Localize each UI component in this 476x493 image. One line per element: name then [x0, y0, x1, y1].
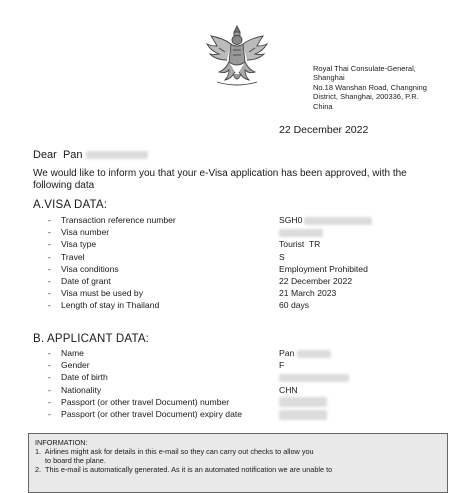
redacted-text: [279, 397, 327, 407]
field-value: 60 days: [279, 300, 310, 311]
list-item: [48, 299, 458, 311]
bullet: -: [48, 275, 51, 286]
bullet: -: [48, 360, 51, 371]
redacted-text: [304, 217, 372, 225]
field-value: [279, 408, 327, 420]
field-value: CHN: [279, 384, 298, 395]
field-value: 21 March 2023: [279, 288, 337, 299]
field-value: [279, 214, 372, 226]
field-label: Visa must be used by: [61, 288, 144, 299]
field-value: Tourist TR: [279, 239, 321, 250]
redacted-text: [86, 151, 148, 159]
field-value: F: [279, 360, 285, 371]
list-item: [48, 251, 458, 263]
applicant-data-heading: B. APPLICANT DATA:: [33, 333, 150, 345]
field-label: Visa conditions: [61, 263, 119, 274]
field-label: Name: [61, 348, 84, 358]
field-label: Passport (or other travel Document) number: [61, 396, 230, 407]
redacted-text: [297, 350, 331, 358]
address-line: No.18 Wanshan Road, Changning: [313, 82, 427, 92]
bullet: -: [48, 263, 51, 274]
information-item: 2. This e-mail is automatically generated. As it is an automated notification we are unable to: [35, 465, 333, 474]
consulate-address: [313, 64, 463, 111]
field-value-text: Pan: [279, 348, 295, 358]
list-item: [48, 214, 458, 226]
applicant-data-list: [48, 347, 458, 420]
bullet: -: [48, 215, 51, 225]
bullet: -: [48, 384, 51, 395]
bullet: -: [48, 239, 51, 250]
field-value: [279, 371, 349, 383]
address-line: Royal Thai Consulate-General,: [313, 64, 416, 73]
field-value: 22 December 2022: [279, 275, 353, 286]
redacted-text: [279, 410, 327, 420]
list-item: [48, 371, 458, 383]
list-item: [48, 287, 458, 299]
salutation-word: Dear: [33, 149, 57, 161]
information-box: [28, 433, 448, 493]
field-value: [279, 347, 331, 359]
list-item: [48, 263, 458, 275]
redacted-text: [279, 229, 323, 237]
garuda-emblem-icon: [203, 22, 271, 90]
address-line: China: [313, 101, 333, 111]
letter-date: 22 December 2022: [279, 124, 369, 136]
list-item: [48, 347, 458, 359]
list-item: [48, 275, 458, 287]
bullet: -: [48, 408, 51, 419]
bullet: -: [48, 300, 51, 311]
field-label: Travel: [61, 251, 85, 262]
field-label: Visa type: [61, 239, 97, 250]
list-item: [48, 396, 458, 408]
field-label: Nationality: [61, 384, 102, 395]
field-value: [279, 226, 323, 238]
field-label: Visa number: [61, 227, 110, 238]
field-value: S: [279, 251, 285, 262]
field-value: [279, 396, 327, 408]
bullet: -: [48, 288, 51, 299]
field-value: Employment Prohibited: [279, 263, 368, 274]
bullet: -: [48, 251, 51, 262]
address-line: District, Shanghai, 200336, P.R.: [313, 92, 419, 102]
information-title: INFORMATION:: [35, 438, 88, 447]
bullet: -: [48, 348, 51, 358]
information-item: 1. Airlines might ask for details in this e-mail so they can carry out checks to allow you: [35, 447, 314, 456]
bullet: -: [48, 227, 51, 238]
recipient-name: Pan: [62, 149, 83, 161]
visa-data-heading: A.VISA DATA:: [33, 199, 108, 211]
address-line: Shanghai: [313, 73, 345, 83]
list-item: [48, 226, 458, 238]
list-item: [48, 384, 458, 396]
field-label: Passport (or other travel Document) expiry date: [61, 408, 243, 419]
visa-data-list: [48, 214, 458, 312]
field-value-text: SGH0: [279, 215, 303, 225]
field-label: Date of birth: [61, 372, 108, 383]
information-item-continued: to board the plane.: [45, 456, 106, 465]
intro-paragraph: We would like to inform you that your e-Visa application has been approved, with the following data: [33, 168, 407, 191]
field-label: Length of stay in Thailand: [61, 300, 160, 311]
field-label: Transaction reference number: [61, 215, 176, 225]
list-item: [48, 238, 458, 250]
list-item: [48, 359, 458, 371]
field-label: Gender: [61, 360, 90, 371]
bullet: -: [48, 372, 51, 383]
redacted-text: [279, 374, 349, 382]
bullet: -: [48, 396, 51, 407]
field-label: Date of grant: [61, 275, 111, 286]
list-item: [48, 408, 458, 420]
salutation: [33, 149, 148, 161]
